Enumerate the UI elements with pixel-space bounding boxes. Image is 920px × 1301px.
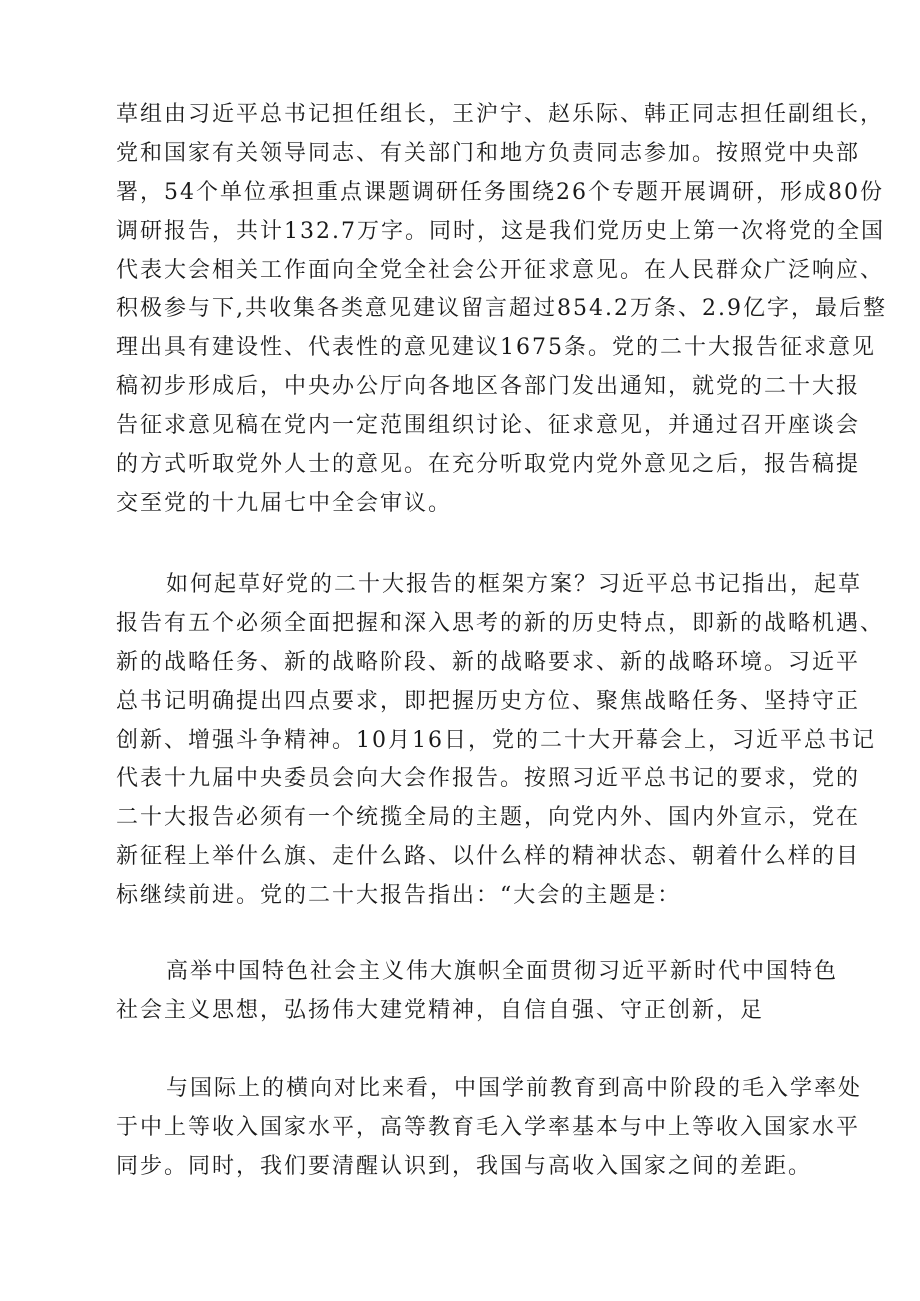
text-line: 报告有五个必须全面把握和深入思考的新的历史特点，即新的战略机遇、 [116,610,885,636]
text-line: 交至党的十九届七中全会审议。 [116,490,453,516]
text-line: 社会主义思想，弘扬伟大建党精神，自信自强、守正创新，足 [116,997,765,1023]
text-line: 调研报告，共计132.7万字。同时，这是我们党历史上第一次将党的全国 [116,218,885,244]
text-line: 如何起草好党的二十大报告的框架方案？习近平总书记指出，起草 [166,572,863,597]
paragraph-education-comparison [116,1070,863,1187]
text-line: 新的战略任务、新的战略阶段、新的战略要求、新的战略环境。习近平 [116,649,861,675]
text-line: 告征求意见稿在党内一定范围组织讨论、征求意见，并通过召开座谈会 [116,413,861,439]
text-line: 署，54个单位承担重点课题调研任务围绕26个专题开展调研，形成80份 [116,179,884,205]
paragraph-theme-quote [116,953,846,1031]
text-line: 与国际上的横向对比来看，中国学前教育到高中阶段的毛入学率处 [166,1076,863,1101]
text-line: 代表大会相关工作面向全党全社会公开征求意见。在人民群众广泛响应、 [116,257,885,283]
text-line: 代表十九届中央委员会向大会作报告。按照习近平总书记的要求，党的 [116,766,861,792]
text-line: 创新、增强斗争精神。10月16日，党的二十大开幕会上，习近平总书记 [116,727,876,753]
text-line: 同步。同时，我们要清醒认识到，我国与高收入国家之间的差距。 [116,1153,813,1179]
text-line: 的方式听取党外人士的意见。在充分听取党内党外意见之后，报告稿提 [116,452,861,478]
text-line: 积极参与下,共收集各类意见建议留言超过854.2万条、2.9亿字，最后整 [116,296,887,322]
text-line: 总书记明确提出四点要求，即把握历史方位、聚焦战略任务、坚持守正 [116,688,861,714]
text-line: 标继续前进。党的二十大报告指出：“大会的主题是： [116,883,682,909]
text-line: 于中上等收入国家水平，高等教育毛入学率基本与中上等收入国家水平 [116,1114,861,1140]
paragraph-drafting-group [116,96,887,524]
text-line: 理出具有建设性、代表性的意见建议1675条。党的二十大报告征求意见 [116,335,876,361]
text-line: 二十大报告必须有一个统揽全局的主题，向党内外、国内外宣示，党在 [116,805,861,831]
text-line: 高举中国特色社会主义伟大旗帜全面贯彻习近平新时代中国特色 [166,959,839,984]
text-line: 党和国家有关领导同志、有关部门和地方负责同志参加。按照党中央部 [116,140,861,166]
text-line: 稿初步形成后，中央办公厅向各地区各部门发出通知，就党的二十大报 [116,374,861,400]
paragraph-framework [116,566,885,916]
text-line: 新征程上举什么旗、走什么路、以什么样的精神状态、朝着什么样的目 [116,844,861,870]
text-line: 草组由习近平总书记担任组长，王沪宁、赵乐际、韩正同志担任副组长， [116,102,885,127]
